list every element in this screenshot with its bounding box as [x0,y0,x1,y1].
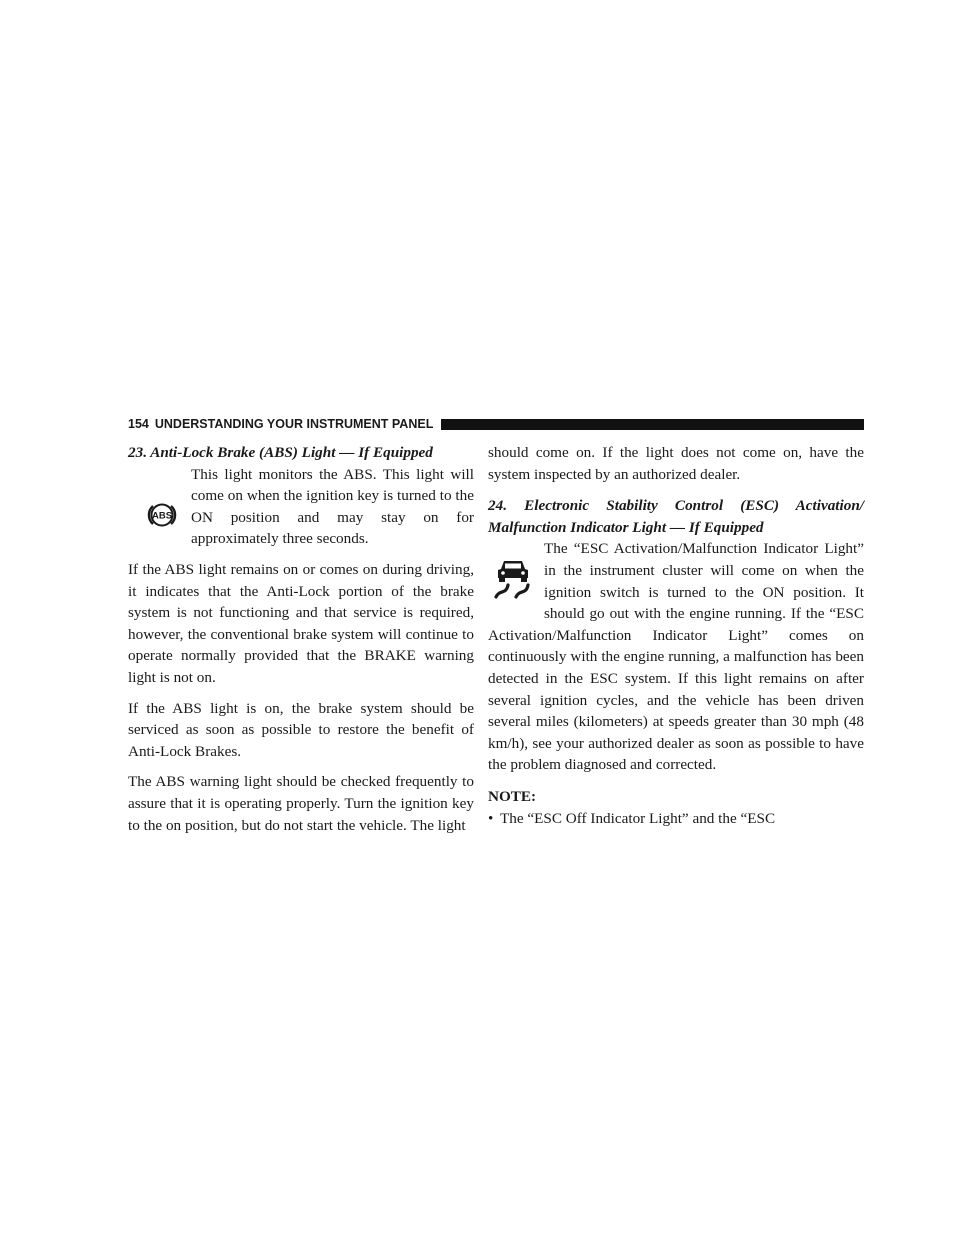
header-rule [441,419,864,430]
note-label: NOTE: [488,787,537,805]
section-title: UNDERSTANDING YOUR INSTRUMENT PANEL [154,417,434,431]
abs-paragraph-3: The ABS warning light should be checked frequently to assure that it is operating properly. Turn the ignition key to the on position, but do not start the vehicle. The light [128,773,474,834]
left-column [128,442,474,836]
esc-heading: 24. Electronic Stability Control (ESC) Activation/ Malfunction Indicator Light — If Equipped [488,497,864,536]
abs-heading: 23. Anti-Lock Brake (ABS) Light — If Equipped [128,444,433,461]
abs-warning-icon [147,500,177,530]
right-column [488,442,864,829]
abs-icon-text: ABS [151,510,173,522]
note-bullet [488,808,864,830]
page-header [128,417,864,431]
esc-intro-text: The “ESC Activation/Malfunction Indicator Light” in the instrument cluster will come on when the ignition switch is turned to the ON position. It should go out with the engine running. If the “ESC Activation/Malfunction Indicator Light” comes on continuously with the engine running, a malfunction has been detected in the ESC system. If this light remains on after several ignition cycles, and the vehicle has been driven several miles (kilometers) at speeds greater than 30 mph (48 km/h), see your authorized dealer as soon as possible to have the problem diagnosed and corrected. [488,540,864,774]
esc-intro-block [488,538,864,776]
abs-paragraph-1: If the ABS light remains on or comes on during driving, it indicates that the Anti-Lock portion of the brake system is not functioning and that service is required, however, the conventional brake system will continue to operate normally provided that the BRAKE warning light is not on. [128,560,474,686]
bullet-symbol: • [488,809,494,827]
abs-paragraph-continued: should come on. If the light does not come on, have the system inspected by an authorized dealer. [488,444,864,483]
abs-paragraph-2: If the ABS light is on, the brake system should be serviced as soon as possible to restore the benefit of Anti-Lock Brakes. [128,699,474,760]
esc-skid-car-icon [490,555,536,601]
abs-intro-text: This light monitors the ABS. This light will come on when the ignition key is turned to the ON position and may stay on for approximately three seconds. [191,465,474,548]
page-number: 154 [128,417,149,431]
note-bullet-text: The “ESC Off Indicator Light” and the “ESC [500,809,776,827]
abs-intro-block [128,464,474,550]
